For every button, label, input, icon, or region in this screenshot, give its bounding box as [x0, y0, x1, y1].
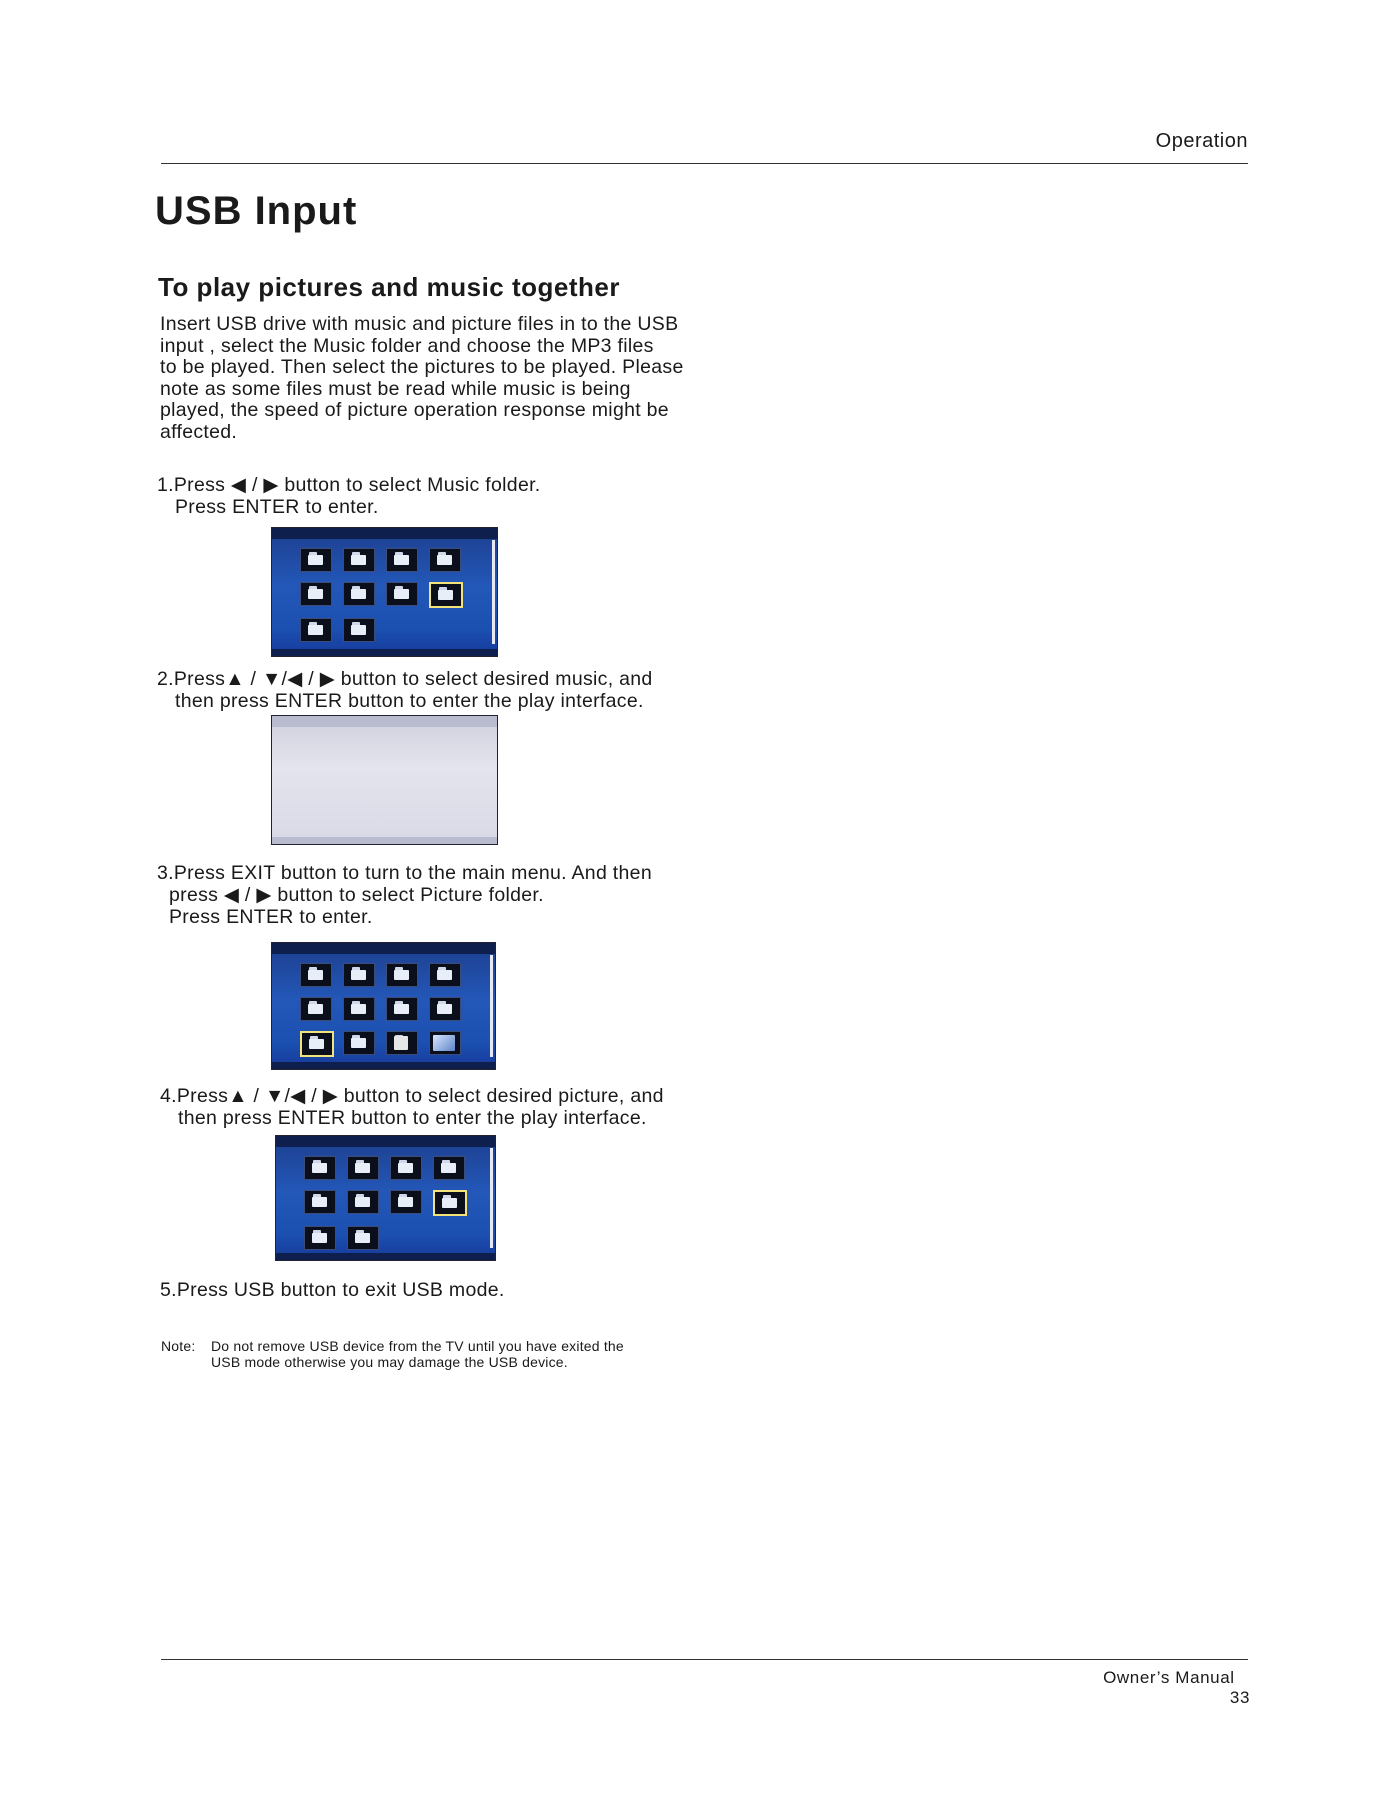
step-3-line-2: press ◀ / ▶ button to select Picture folder. [169, 884, 544, 906]
scrollbar [490, 1148, 493, 1248]
folder-icon [347, 1156, 379, 1180]
folder-icon [429, 963, 461, 987]
screenshot-music-player [271, 715, 498, 845]
folder-icon [343, 1031, 375, 1055]
folder-icon [343, 963, 375, 987]
page-number: 33 [1229, 1688, 1250, 1707]
page-title: USB Input [155, 189, 358, 233]
step-3 [157, 862, 652, 928]
folder-icon-selected [429, 582, 463, 608]
note-text [211, 1338, 624, 1370]
step-5-line-1: 5.Press USB button to exit USB mode. [160, 1279, 505, 1301]
intro-line: played, the speed of picture operation response might be [160, 399, 669, 422]
step-3-line-3: Press ENTER to enter. [169, 906, 373, 928]
intro-line: affected. [160, 420, 238, 443]
folder-icon [304, 1156, 336, 1180]
folder-icon [300, 618, 332, 642]
menu-top-bar [276, 1136, 495, 1147]
folder-icon [300, 963, 332, 987]
menu-bottom-bar [276, 1253, 495, 1260]
folder-icon [433, 1156, 465, 1180]
folder-icon [300, 582, 332, 606]
scrollbar [492, 540, 495, 644]
page-subtitle: To play pictures and music together [158, 272, 620, 302]
footer [1080, 1668, 1250, 1708]
intro-line: to be played. Then select the pictures to be played. Please [160, 356, 684, 379]
folder-icon [386, 997, 418, 1021]
intro-line: input , select the Music folder and choose the MP3 files [160, 334, 654, 357]
step-4 [160, 1085, 664, 1129]
scrollbar [490, 955, 493, 1057]
folder-icon [343, 997, 375, 1021]
step-3-line-1: 3.Press EXIT button to turn to the main menu. And then [157, 862, 652, 884]
menu-bottom-bar [272, 1062, 495, 1069]
header-rule [161, 163, 1248, 164]
screenshot-picture-folder [271, 942, 496, 1070]
folder-icon [429, 997, 461, 1021]
folder-icon [386, 548, 418, 572]
step-4-line-1: 4.Press▲ / ▼/◀ / ▶ button to select desired picture, and [160, 1085, 664, 1107]
screenshot-picture-list [275, 1135, 496, 1261]
folder-icon [390, 1156, 422, 1180]
step-5 [160, 1279, 505, 1301]
folder-icon-selected [433, 1190, 467, 1216]
step-4-line-2: then press ENTER button to enter the play interface. [178, 1107, 647, 1129]
folder-icon [343, 548, 375, 572]
folder-icon [343, 618, 375, 642]
folder-icon [300, 997, 332, 1021]
menu-top-bar [272, 528, 497, 539]
step-1-line-1: 1.Press ◀ / ▶ button to select Music folder. [157, 474, 541, 496]
note-line-1: Do not remove USB device from the TV until you have exited the [211, 1338, 624, 1354]
folder-icon [347, 1226, 379, 1250]
intro-paragraph [160, 314, 730, 444]
file-grid [304, 1156, 463, 1250]
folder-grid [300, 548, 459, 642]
picture-thumbnail-icon [429, 1031, 461, 1055]
footer-manual: Owner’s Manual [1103, 1668, 1235, 1687]
section-header: Operation [1155, 130, 1248, 152]
player-bottom-bar [272, 837, 497, 844]
intro-line: note as some files must be read while music is being [160, 377, 631, 400]
folder-icon [304, 1226, 336, 1250]
folder-icon [300, 548, 332, 572]
step-2 [157, 668, 653, 712]
file-grid [300, 963, 459, 1057]
folder-icon [429, 548, 461, 572]
step-2-line-2: then press ENTER button to enter the play interface. [175, 690, 644, 712]
step-2-line-1: 2.Press▲ / ▼/◀ / ▶ button to select desired music, and [157, 668, 653, 690]
footer-rule [161, 1659, 1248, 1660]
menu-top-bar [272, 943, 495, 954]
intro-line: Insert USB drive with music and picture files in to the USB [160, 313, 679, 335]
folder-icon-selected [300, 1031, 334, 1057]
folder-icon [386, 582, 418, 606]
player-top-bar [272, 716, 497, 727]
folder-icon [347, 1190, 379, 1214]
folder-icon [390, 1190, 422, 1214]
video-file-icon [386, 1031, 418, 1055]
folder-icon [386, 963, 418, 987]
note-line-2: USB mode otherwise you may damage the USB device. [211, 1354, 568, 1370]
folder-icon [343, 582, 375, 606]
folder-icon [304, 1190, 336, 1214]
menu-bottom-bar [272, 649, 497, 656]
note-label: Note: [161, 1338, 196, 1354]
step-1-line-2: Press ENTER to enter. [175, 496, 379, 518]
step-1 [157, 474, 541, 518]
screenshot-music-folder [271, 527, 498, 657]
